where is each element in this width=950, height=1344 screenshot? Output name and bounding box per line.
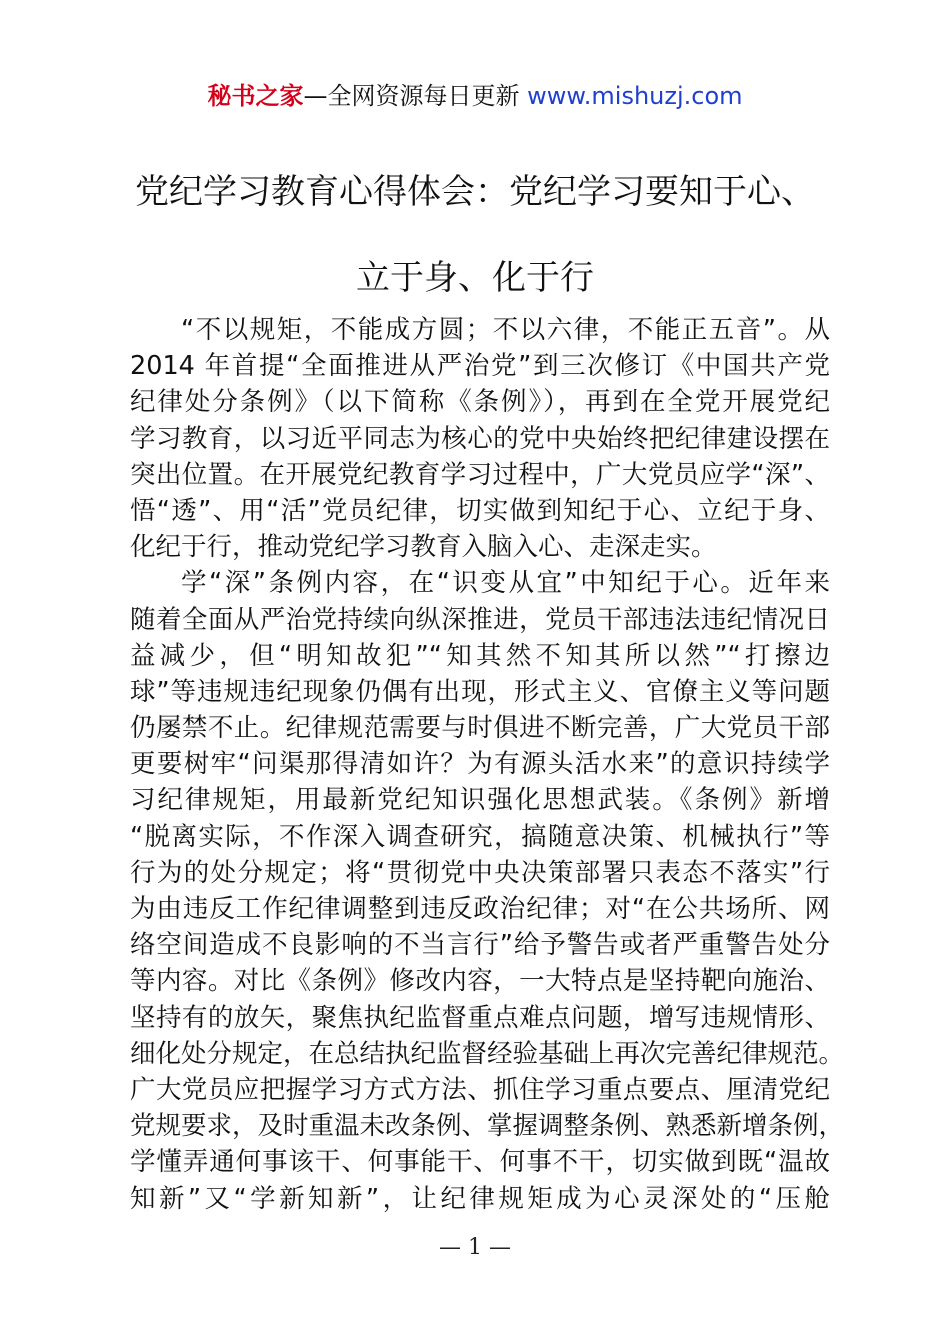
- text-line: 党规要求，及时重温未改条例、掌握调整条例、熟悉新增条例，: [130, 1111, 845, 1142]
- text-line: 2014 年首提“全面推进从严治党”到三次修订《中国共产党: [130, 351, 830, 382]
- text-line: 学懂弄通何事该干、何事能干、何事不干，切实做到既“温故: [130, 1147, 830, 1178]
- paragraph-1: [130, 312, 830, 565]
- text-line: 悟“透”、用“活”党员纪律，切实做到知纪于心、立纪于身、: [130, 495, 830, 526]
- text-line: 学习教育，以习近平同志为核心的党中央始终把纪律建设摆在: [130, 423, 830, 454]
- site-header: [0, 80, 950, 112]
- text-line: 纪律处分条例》（以下简称《条例》），再到在全党开展党纪: [130, 387, 830, 418]
- document-body: [130, 312, 845, 1217]
- page-number: — 1 —: [439, 1235, 511, 1260]
- text-line: 细化处分规定，在总结执纪监督经验基础上再次完善纪律规范。: [130, 1038, 845, 1069]
- document-title-line-2: 立于身、化于行: [356, 258, 594, 298]
- text-line: 益减少，但“明知故犯”“知其然不知其所以然”“打擦边: [130, 640, 830, 671]
- text-line: 广大党员应把握学习方式方法、抓住学习重点要点、厘清党纪: [130, 1074, 830, 1105]
- document-title-line-1: 党纪学习教育心得体会：党纪学习要知于心、: [135, 172, 815, 212]
- text-line: 球”等违规违纪现象仍偶有出现，形式主义、官僚主义等问题: [130, 676, 830, 707]
- text-line: 等内容。对比《条例》修改内容，一大特点是坚持靶向施治、: [130, 966, 830, 997]
- text-line: 习纪律规矩，用最新党纪知识强化思想武装。《条例》新增: [130, 785, 830, 816]
- text-line: 为由违反工作纪律调整到违反政治纪律；对“在公共场所、网: [130, 894, 830, 924]
- text-line: 行为的处分规定；将“贯彻党中央决策部署只表态不落实”行: [130, 857, 830, 888]
- site-url-link[interactable]: www.mishuzj.com: [527, 82, 743, 110]
- text-line: 学“深”条例内容，在“识变从宜”中知纪于心。近年来: [181, 568, 830, 599]
- text-line: “不以规矩，不能成方圆；不以六律，不能正五音”。从: [181, 315, 830, 345]
- text-line: “脱离实际，不作深入调查研究，搞随意决策、机械执行”等: [130, 821, 830, 852]
- text-line: 络空间造成不良影响的不当言行”给予警告或者严重警告处分: [130, 930, 830, 961]
- text-line: 仍屡禁不止。纪律规范需要与时俱进不断完善，广大党员干部: [130, 713, 830, 744]
- text-line: 更要树牢“问渠那得清如许？为有源头活水来”的意识持续学: [130, 749, 830, 780]
- text-line: 坚持有的放矢，聚焦执纪监督重点难点问题，增写违规情形、: [130, 1002, 830, 1033]
- text-line: 化纪于行，推动党纪学习教育入脑入心、走深走实。: [130, 532, 717, 563]
- paragraph-2: [130, 565, 845, 1216]
- text-line: 突出位置。在开展党纪教育学习过程中，广大党员应学“深”、: [130, 459, 830, 490]
- text-line: 随着全面从严治党持续向纵深推进，党员干部违法违纪情况日: [130, 604, 830, 635]
- text-line: 知新”又“学新知新”，让纪律规矩成为心灵深处的“压舱: [130, 1183, 830, 1214]
- site-tagline: —全网资源每日更新: [303, 82, 520, 110]
- site-brand: 秘书之家: [207, 82, 304, 110]
